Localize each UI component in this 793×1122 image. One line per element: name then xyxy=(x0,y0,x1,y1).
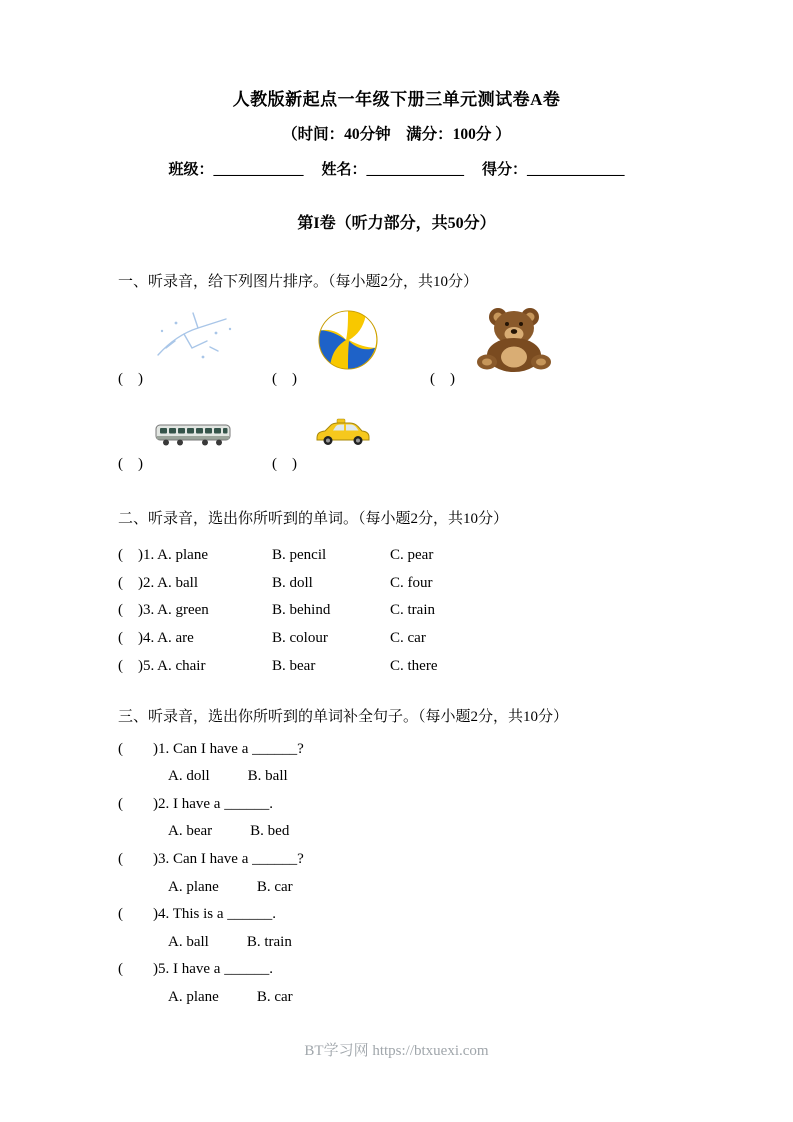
option-b: B. colour xyxy=(272,630,328,646)
score-field: 得分：_____________ xyxy=(482,162,625,178)
part1-heading: 第I卷（听力部分，共50分） xyxy=(297,215,496,232)
option-a: ( )4. A. are xyxy=(118,630,194,646)
option-a: A. doll xyxy=(168,768,210,784)
site-credit: BT学习网 https://btxuexi.com xyxy=(304,1043,489,1059)
option-b: B. bear xyxy=(272,658,316,674)
option-a: ( )2. A. ball xyxy=(118,575,198,591)
sentence-options xyxy=(168,988,293,1006)
option-b: B. behind xyxy=(272,602,331,618)
section1-title: 一、听录音，给下列图片排序。（每小题2分，共10分） xyxy=(118,274,479,290)
section3-title: 三、听录音，选出你所听到的单词补全句子。（每小题2分，共10分） xyxy=(118,709,569,725)
option-a: ( )3. A. green xyxy=(118,602,209,618)
sentence-options xyxy=(168,878,293,896)
word-choice-row xyxy=(118,654,437,675)
option-c: C. there xyxy=(390,658,438,674)
student-info-line xyxy=(0,161,793,179)
name-field: 姓名：_____________ xyxy=(321,162,464,178)
option-a: A. plane xyxy=(168,989,219,1005)
answer-bracket: ( ) xyxy=(272,456,297,472)
option-a: ( )5. A. chair xyxy=(118,658,206,674)
sentence-question: ( )5. I have a ______. xyxy=(118,961,273,977)
answer-bracket: ( ) xyxy=(118,371,143,387)
answer-bracket: ( ) xyxy=(118,456,143,472)
time-score-line: （时间：40分钟 满分：100分 ） xyxy=(282,126,511,143)
option-b: B. doll xyxy=(272,575,313,591)
answer-bracket: ( ) xyxy=(272,371,297,387)
sentence-question: ( )2. I have a ______. xyxy=(118,796,273,812)
word-choice-row xyxy=(118,543,433,564)
option-a: ( )1. A. plane xyxy=(118,547,208,563)
bear-image xyxy=(475,304,553,372)
word-choice-row xyxy=(118,626,426,647)
option-b: B. car xyxy=(256,989,293,1005)
option-c: C. car xyxy=(390,630,426,646)
paper-title: 人教版新起点一年级下册三单元测试卷A卷 xyxy=(232,90,561,109)
sentence-question: ( )3. Can I have a ______? xyxy=(118,851,304,867)
option-b: B. pencil xyxy=(272,547,327,563)
option-a: A. ball xyxy=(168,934,209,950)
option-c: C. pear xyxy=(390,547,434,563)
option-c: C. train xyxy=(390,602,435,618)
volleyball-image xyxy=(317,309,379,371)
plane-sketch-image xyxy=(146,303,241,375)
option-a: A. plane xyxy=(168,879,219,895)
sentence-question: ( )1. Can I have a ______? xyxy=(118,741,304,757)
sentence-options xyxy=(168,822,289,840)
option-a: A. bear xyxy=(168,823,213,839)
option-b: B. ball xyxy=(247,768,288,784)
option-b: B. car xyxy=(256,879,293,895)
class-field: 班级：____________ xyxy=(168,162,304,178)
sentence-options xyxy=(168,767,288,785)
answer-bracket: ( ) xyxy=(430,371,455,387)
option-c: C. four xyxy=(390,575,433,591)
word-choice-row xyxy=(118,598,435,619)
train-image xyxy=(155,420,231,448)
word-choice-row xyxy=(118,571,433,592)
option-b: B. train xyxy=(246,934,292,950)
sentence-question: ( )4. This is a ______. xyxy=(118,906,277,922)
section2-title: 二、听录音，选出你所听到的单词。（每小题2分，共10分） xyxy=(118,511,509,527)
option-b: B. bed xyxy=(250,823,290,839)
taxi-image xyxy=(313,418,373,448)
sentence-options xyxy=(168,933,292,951)
